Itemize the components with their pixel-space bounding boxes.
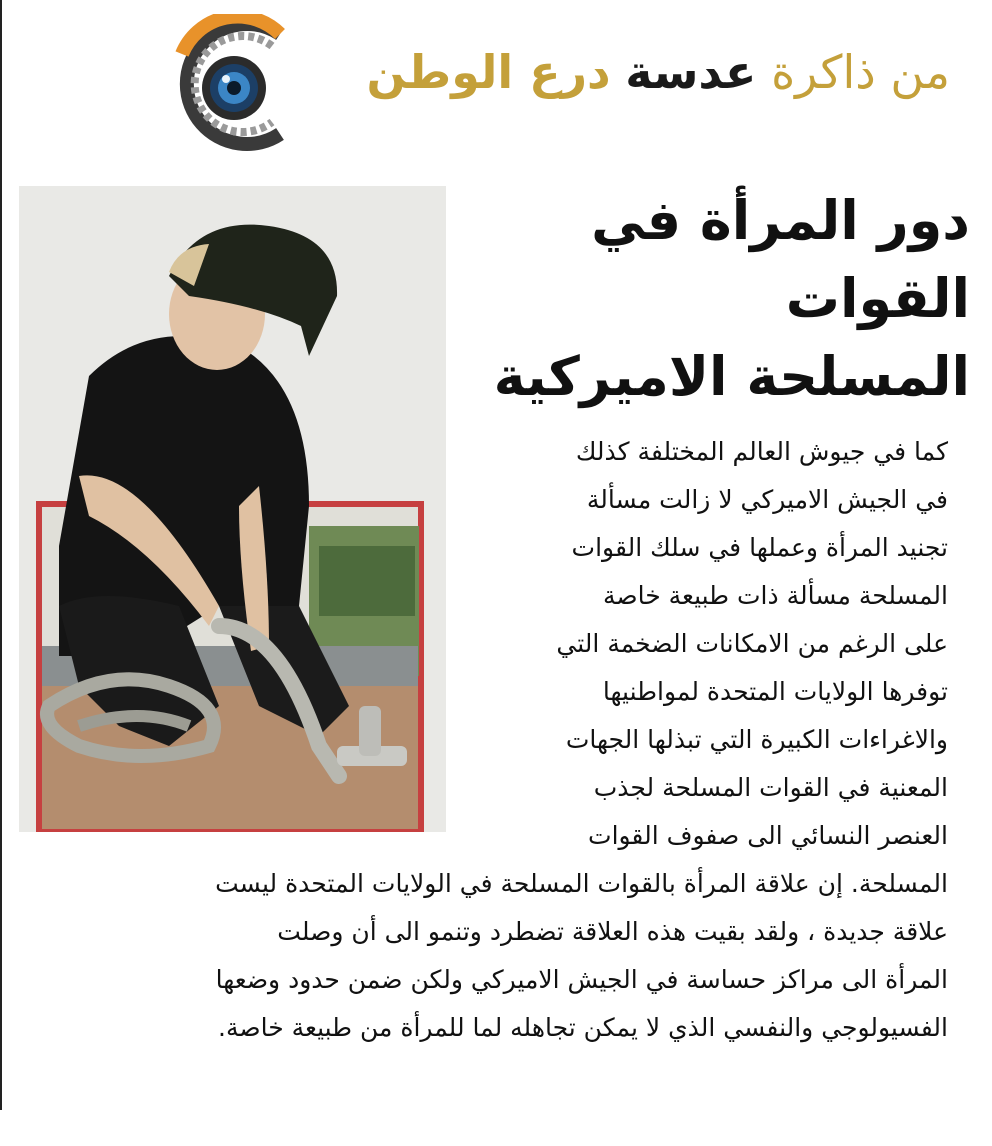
body-line: العنصر النسائي الى صفوف القوات <box>588 821 948 850</box>
body-line: علاقة جديدة ، ولقد بقيت هذه العلاقة تضطرد وتنمو الى أن وصلت <box>277 917 948 946</box>
article-headline <box>450 182 970 416</box>
masthead-title <box>367 36 950 108</box>
body-line: المسلحة. إن علاقة المرأة بالقوات المسلحة في الولايات المتحدة ليست <box>215 869 948 898</box>
left-border-rule <box>0 0 2 1110</box>
body-line: توفرها الولايات المتحدة لمواطنيها <box>602 677 948 706</box>
body-line: تجنيد المرأة وعملها في سلك القوات <box>571 533 948 562</box>
masthead-part1: من ذاكرة <box>771 45 950 99</box>
camera-lens-logo-icon <box>162 14 292 154</box>
headline-line-2: المسلحة الاميركية <box>493 345 970 408</box>
headline-line-1: دور المرأة في القوات <box>591 189 970 330</box>
masthead-part3: درع الوطن <box>366 45 611 99</box>
body-line: على الرغم من الامكانات الضخمة التي <box>556 629 948 658</box>
body-line: المعنية في القوات المسلحة لجذب <box>593 773 948 802</box>
masthead-part2: عدسة <box>625 45 757 99</box>
body-line: كما في جيوش العالم المختلفة كذلك <box>575 437 948 466</box>
body-line: المسلحة مسألة ذات طبيعة خاصة <box>602 581 948 610</box>
body-line: المرأة الى مراكز حساسة في الجيش الاميركي ولكن ضمن حدود وضعها <box>215 965 948 994</box>
body-line: الفسيولوجي والنفسي الذي لا يمكن تجاهله لما للمرأة من طبيعة خاصة. <box>218 1013 948 1042</box>
body-line: والاغراءات الكبيرة التي تبذلها الجهات <box>565 725 948 754</box>
body-text-full <box>38 860 948 1052</box>
body-text-column <box>458 428 948 860</box>
body-line: في الجيش الاميركي لا زالت مسألة <box>586 485 948 514</box>
article-photo <box>19 186 446 832</box>
